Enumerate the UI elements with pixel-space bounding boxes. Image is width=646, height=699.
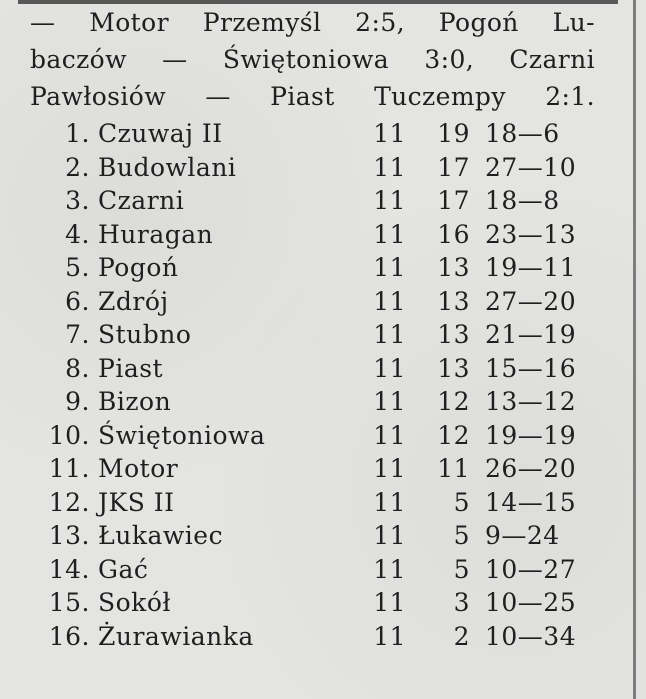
goals-cell: 21—19 (485, 320, 577, 349)
standings-row (30, 251, 610, 285)
position-cell: 7. (65, 320, 90, 349)
team-name-cell: Sokół (98, 588, 171, 617)
matches-played-cell: 11 (373, 588, 406, 617)
matches-played-cell: 11 (373, 152, 406, 182)
goals-cell: 14—15 (485, 487, 577, 517)
team-name-cell: Łukawiec (98, 521, 224, 550)
match-results-line: baczów — Świętoniowa 3:0, Czarni (30, 45, 595, 74)
position-cell: 11. (48, 454, 90, 483)
standings-row (30, 285, 610, 319)
position-cell: 2. (65, 152, 90, 182)
team-name-cell: Bizon (98, 387, 172, 416)
goals-cell: 9—24 (485, 521, 560, 550)
points-cell: 17 (437, 186, 470, 215)
points-cell: 3 (453, 588, 470, 617)
position-cell: 10. (48, 420, 90, 450)
goals-cell: 13—12 (485, 387, 577, 416)
points-cell: 12 (437, 420, 470, 450)
team-name-cell: JKS II (98, 487, 175, 517)
team-name-cell: Gać (98, 554, 149, 584)
position-cell: 8. (65, 353, 90, 383)
points-cell: 5 (453, 487, 470, 517)
team-name-cell: Piast (98, 353, 164, 383)
goals-cell: 18—6 (485, 119, 560, 148)
position-cell: 4. (65, 219, 90, 249)
standings-row (30, 620, 610, 654)
match-results-line: Pawłosiów — Piast Tuczempy 2:1. (30, 82, 595, 111)
standings-row (30, 452, 610, 486)
matches-played-cell: 11 (373, 219, 406, 249)
matches-played-cell: 11 (373, 253, 406, 282)
points-cell: 13 (437, 320, 470, 349)
standings-row (30, 519, 610, 553)
position-cell: 9. (65, 387, 90, 416)
team-name-cell: Huragan (98, 219, 214, 249)
position-cell: 16. (48, 621, 90, 651)
matches-played-cell: 11 (373, 186, 406, 215)
position-cell: 6. (65, 286, 90, 316)
team-name-cell: Żurawianka (98, 621, 254, 651)
clipping-right-edge (633, 0, 636, 699)
goals-cell: 15—16 (485, 353, 577, 383)
goals-cell: 18—8 (485, 186, 560, 215)
points-cell: 2 (453, 621, 470, 651)
points-cell: 17 (437, 152, 470, 182)
matches-played-cell: 11 (373, 387, 406, 416)
goals-cell: 19—19 (485, 420, 577, 450)
team-name-cell: Czuwaj II (98, 119, 223, 148)
match-results-paragraph (30, 4, 595, 115)
position-cell: 5. (65, 253, 90, 282)
team-name-cell: Motor (98, 454, 179, 483)
standings-row (30, 184, 610, 218)
matches-played-cell: 11 (373, 320, 406, 349)
position-cell: 1. (65, 119, 90, 148)
team-name-cell: Pogoń (98, 253, 179, 282)
goals-cell: 26—20 (485, 454, 577, 483)
match-results-line: — Motor Przemyśl 2:5, Pogoń Lu- (30, 8, 595, 37)
team-name-cell: Czarni (98, 186, 185, 215)
points-cell: 5 (453, 554, 470, 584)
matches-played-cell: 11 (373, 286, 406, 316)
matches-played-cell: 11 (373, 454, 406, 483)
points-cell: 5 (453, 521, 470, 550)
goals-cell: 10—25 (485, 588, 577, 617)
standings-row (30, 419, 610, 453)
goals-cell: 10—27 (485, 554, 577, 584)
standings-row (30, 553, 610, 587)
goals-cell: 10—34 (485, 621, 577, 651)
standings-row (30, 486, 610, 520)
matches-played-cell: 11 (373, 119, 406, 148)
team-name-cell: Stubno (98, 320, 192, 349)
points-cell: 13 (437, 286, 470, 316)
standings-row (30, 318, 610, 352)
standings-row (30, 117, 610, 151)
goals-cell: 23—13 (485, 219, 577, 249)
position-cell: 13. (48, 521, 90, 550)
points-cell: 16 (437, 219, 470, 249)
standings-row (30, 352, 610, 386)
matches-played-cell: 11 (373, 521, 406, 550)
goals-cell: 19—11 (485, 253, 577, 282)
points-cell: 13 (437, 353, 470, 383)
matches-played-cell: 11 (373, 420, 406, 450)
standings-row (30, 218, 610, 252)
standings-row (30, 586, 610, 620)
matches-played-cell: 11 (373, 621, 406, 651)
standings-row (30, 151, 610, 185)
points-cell: 11 (437, 454, 470, 483)
matches-played-cell: 11 (373, 487, 406, 517)
points-cell: 13 (437, 253, 470, 282)
matches-played-cell: 11 (373, 353, 406, 383)
goals-cell: 27—20 (485, 286, 577, 316)
league-standings-table (30, 117, 610, 653)
team-name-cell: Świętoniowa (98, 420, 266, 450)
standings-row (30, 385, 610, 419)
matches-played-cell: 11 (373, 554, 406, 584)
position-cell: 3. (65, 186, 90, 215)
position-cell: 12. (48, 487, 90, 517)
goals-cell: 27—10 (485, 152, 577, 182)
team-name-cell: Zdrój (98, 286, 169, 316)
points-cell: 12 (437, 387, 470, 416)
points-cell: 19 (437, 119, 470, 148)
team-name-cell: Budowlani (98, 152, 237, 182)
position-cell: 14. (48, 554, 90, 584)
position-cell: 15. (48, 588, 90, 617)
